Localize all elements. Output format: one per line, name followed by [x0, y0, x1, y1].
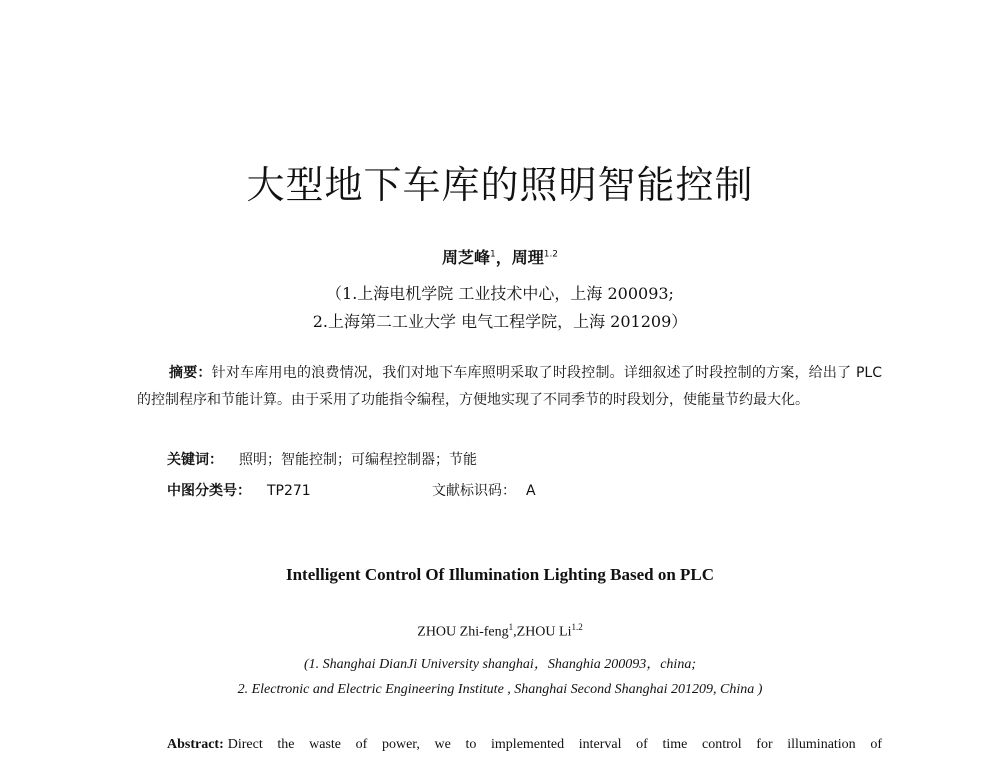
abstract-en-label: Abstract: — [167, 737, 224, 752]
affiliation-en-line-1: (1. Shanghai DianJi University shanghai，Shanghia 200093，china; — [304, 657, 696, 672]
abstract-cn-text: 针对车库用电的浪费情况，我们对地下车库照明采取了时段控制。详细叙述了时段控制的方案，给出了 PLC 的控制程序和节能计算。由于采用了功能指令编程，方便地实现了不同季节的时段划分，使能量节约最大化。 — [137, 365, 883, 408]
affiliation-en-line-2: 2. Electronic and Electric Engineering Institute , Shanghai Second Shanghai 201209, China ) — [237, 682, 763, 697]
author-2-affil: 1.2 — [543, 249, 559, 260]
author-2-name-en: ZHOU Li — [516, 624, 572, 640]
affiliation-cn-line-2: 2.上海第二工业大学 电气工程学院，上海 201209） — [312, 312, 688, 331]
classification-label: 中图分类号： — [167, 483, 251, 499]
author-1-name: 周芝峰 — [441, 248, 490, 267]
author-2-name: 周理 — [511, 248, 544, 267]
affiliation-cn-line-1: （1.上海电机学院 工业技术中心，上海 200093; — [326, 284, 674, 303]
abstract-en — [167, 737, 882, 753]
keywords-cn — [167, 449, 477, 469]
classification-number — [167, 480, 311, 500]
author-separator: ， — [495, 248, 512, 267]
author-separator-en: , — [513, 624, 517, 640]
author-1-name-en: ZHOU Zhi-feng — [417, 624, 509, 640]
classification-value: TP271 — [267, 483, 311, 499]
abstract-cn-label: 摘要： — [169, 365, 212, 381]
author-2-affil-en: 1.2 — [571, 622, 583, 632]
keywords-cn-label: 关键词： — [167, 452, 223, 468]
keywords-cn-value: 照明；智能控制；可编程控制器；节能 — [239, 452, 477, 468]
paper-title-en: Intelligent Control Of Illumination Lighting Based on PLC — [285, 565, 715, 584]
authors-cn — [0, 245, 1000, 268]
author-1-affil: 1 — [489, 249, 496, 260]
abstract-cn — [137, 360, 882, 414]
paper-title-cn: 大型地下车库的照明智能控制 — [246, 163, 754, 207]
document-code-label: 文献标识码： — [432, 483, 516, 499]
authors-en — [0, 622, 1000, 641]
author-1-affil-en: 1 — [508, 622, 514, 632]
document-code-value: A — [526, 483, 536, 499]
document-code — [432, 480, 536, 500]
abstract-en-text: Direct the waste of power, we to implemented interval of time control for illumination of — [227, 737, 882, 752]
